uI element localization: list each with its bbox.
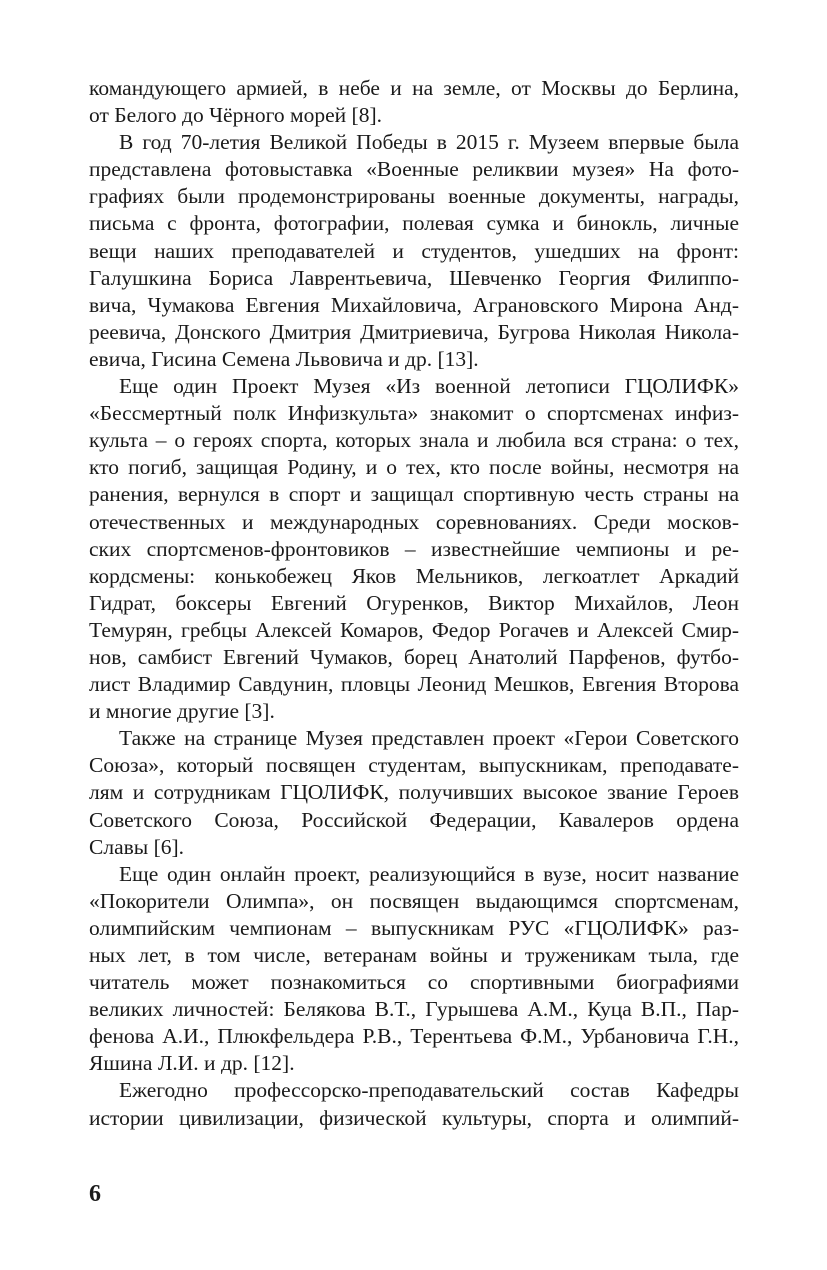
text-line: Темурян, гребцы Алексей Комаров, Федор Рогачев и Алексей Смир- [89,617,739,642]
text-line: графиях были продемонстрированы военные документы, награды, [89,184,739,209]
text-line: письма с фронта, фотографии, полевая сумка и бинокль, личные [89,211,739,236]
text-line: олимпийским чемпионам – выпускникам РУС «ГЦОЛИФК» раз- [89,915,739,940]
text-line: и многие другие [3]. [89,699,275,724]
text-line: вича, Чумакова Евгения Михайловича, Аграновского Мирона Анд- [89,292,739,317]
text-line: командующего армией, в небе и на земле, от Москвы до Берлина, [89,76,739,100]
text-line: лям и сотрудникам ГЦОЛИФК, получивших высокое звание Героев [89,780,739,805]
text-line: евича, Гисина Семена Львовича и др. [13]. [89,346,479,371]
text-line: Гидрат, боксеры Евгений Огуренков, Виктор Михайлов, Леон [89,590,739,615]
text-line: Яшина Л.И. и др. [12]. [89,1051,295,1076]
text-line: «Покорители Олимпа», он посвящен выдающимся спортсменам, [89,888,739,913]
text-line: ских спортсменов-фронтовиков – известнейшие чемпионы и ре- [89,536,739,561]
text-line: Ежегодно профессорско-преподавательский состав Кафедры [119,1078,739,1103]
text-line: кто погиб, защищая Родину, и о тех, кто после войны, несмотря на [89,455,739,480]
text-line: Советского Союза, Российской Федерации, Кавалеров ордена [89,807,739,832]
text-line: отечественных и международных соревнованиях. Среди москов- [89,509,739,534]
text-line: «Бессмертный полк Инфизкульта» знакомит о спортсменах инфиз- [89,401,739,426]
text-line: лист Владимир Савдунин, пловцы Леонид Мешков, Евгения Второва [89,672,739,697]
text-line: культа – о героях спорта, которых знала и любила вся страна: о тех, [89,428,739,453]
text-line: Союза», который посвящен студентам, выпускникам, преподавате- [89,753,739,778]
text-line: ранения, вернулся в спорт и защищал спортивную честь страны на [89,482,739,507]
text-line: Славы [6]. [89,834,185,859]
text-line: кордсмены: конькобежец Яков Мельников, легкоатлет Аркадий [89,563,739,588]
text-line: Галушкина Бориса Лаврентьевича, Шевченко Георгия Филиппо- [89,265,739,290]
text-line: великих личностей: Белякова В.Т., Гурышева А.М., Куца В.П., Пар- [89,997,739,1022]
page-body-text [89,75,739,1132]
text-line: Еще один онлайн проект, реализующийся в вузе, носит название [119,861,739,886]
page-number: 6 [89,1181,101,1207]
text-line: фенова А.И., Плюкфельдера Р.В., Терентьева Ф.М., Урбановича Г.Н., [89,1024,739,1049]
text-line: реевича, Донского Дмитрия Дмитриевича, Бугрова Николая Никола- [89,319,739,344]
text-line: Также на странице Музея представлен проект «Герои Советского [119,726,739,751]
text-line: Еще один Проект Музея «Из военной летописи ГЦОЛИФК» [119,374,739,399]
text-line: В год 70-летия Великой Победы в 2015 г. Музеем впервые была [119,130,739,155]
text-line: от Белого до Чёрного морей [8]. [89,103,382,128]
text-line: вещи наших преподавателей и студентов, ушедших на фронт: [89,238,739,263]
text-line: читатель может познакомиться со спортивными биографиями [89,970,739,995]
text-line: представлена фотовыставка «Военные реликвии музея» На фото- [89,157,739,182]
text-line: истории цивилизации, физической культуры, спорта и олимпий- [89,1105,739,1130]
text-line: нов, самбист Евгений Чумаков, борец Анатолий Парфенов, футбо- [89,644,739,669]
text-line: ных лет, в том числе, ветеранам войны и труженикам тыла, где [89,943,739,967]
